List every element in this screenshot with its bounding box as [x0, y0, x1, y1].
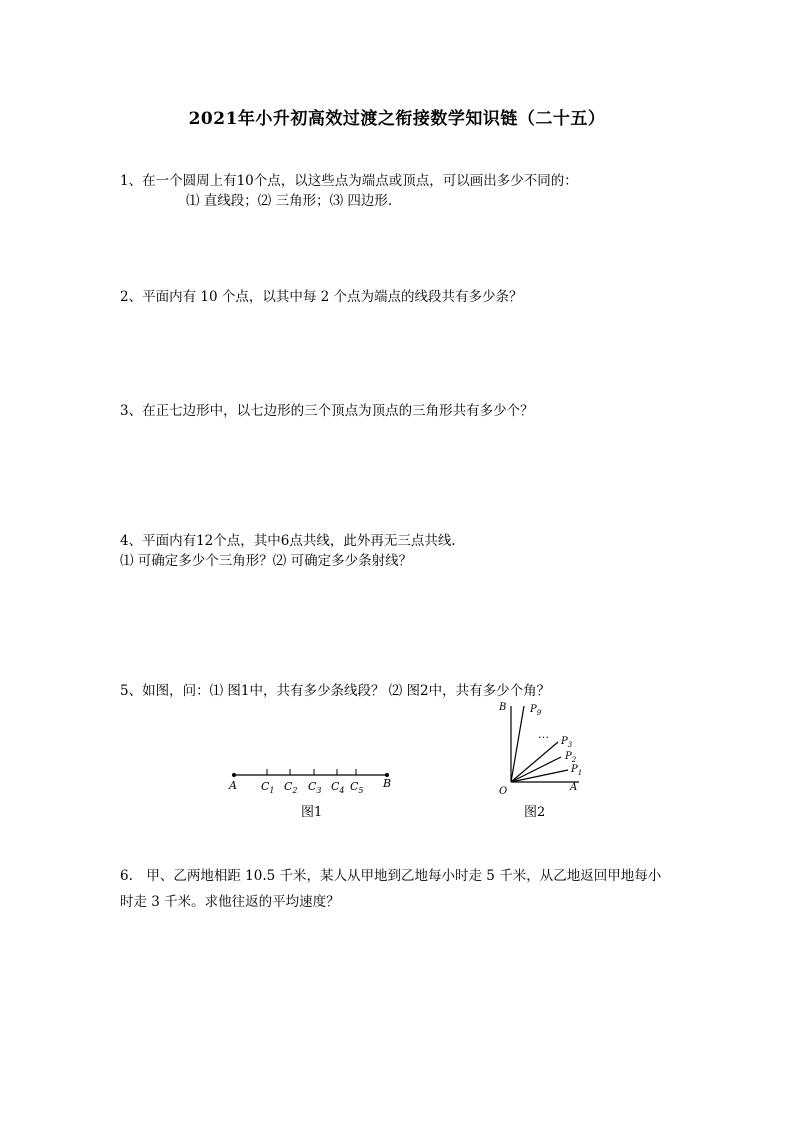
- dots-label: …: [538, 728, 549, 741]
- label-c3: $C_3$: [308, 780, 322, 795]
- label-p2: $P_2$: [565, 751, 577, 764]
- ray-op9: [511, 706, 524, 782]
- label-b: B: [383, 777, 392, 790]
- page-title: 2021年小升初高效过渡之衔接数学知识链（二十五）: [188, 109, 606, 129]
- label-c4: $C_4$: [331, 780, 345, 795]
- label-p1: $P_1$: [571, 764, 583, 777]
- question-6-text-cont: 时走 3 千米。求他往返的平均速度？: [120, 894, 340, 910]
- label-c1: $C_1$: [261, 780, 275, 795]
- question-4-text: 4、平面内有12个点，其中6点共线，此外再无三点共线.: [120, 533, 456, 549]
- label-c2: $C_2$: [284, 780, 298, 795]
- question-6: [120, 863, 661, 915]
- point-a: [232, 773, 236, 777]
- question-3: [120, 401, 534, 421]
- figure-1-caption: 图1: [301, 805, 323, 820]
- question-5-text: 5、如图，问：⑴ 图1中，共有多少条线段？ ⑵ 图2中，共有多少个角？: [120, 683, 551, 699]
- question-1-text: 1、在一个圆周上有10个点，以这些点为端点或顶点，可以画出多少不同的：: [120, 173, 578, 189]
- ray-op1: [511, 770, 568, 782]
- figure-2-caption: 图2: [524, 805, 546, 820]
- figure-1-diagram: [224, 760, 404, 800]
- question-2-text: 2、平面内有 10 个点，以其中每 2 个点为端点的线段共有多少条？: [120, 289, 523, 305]
- label-b: B: [499, 702, 507, 713]
- question-2: [120, 287, 523, 307]
- question-1: [120, 171, 578, 211]
- figure-2-diagram: [494, 698, 594, 798]
- label-a: A: [570, 782, 578, 793]
- question-6-text: 6. 甲、乙两地相距 10.5 千米，某人从甲地到乙地每小时走 5 千米，从乙地返回甲地每小: [120, 868, 662, 884]
- question-4: [120, 531, 456, 571]
- question-5: [120, 681, 550, 701]
- label-o: O: [499, 786, 508, 797]
- label-a: A: [229, 779, 237, 792]
- label-p9: $P_9$: [530, 704, 542, 717]
- question-4-subparts: ⑴ 可确定多少个三角形？⑵ 可确定多少条射线？: [120, 553, 413, 569]
- label-p3: $P_3$: [561, 736, 573, 749]
- label-c5: $C_5$: [350, 780, 364, 795]
- question-1-subparts: ⑴ 直线段；⑵ 三角形；⑶ 四边形.: [186, 193, 393, 209]
- question-3-text: 3、在正七边形中，以七边形的三个顶点为顶点的三角形共有多少个？: [120, 403, 534, 419]
